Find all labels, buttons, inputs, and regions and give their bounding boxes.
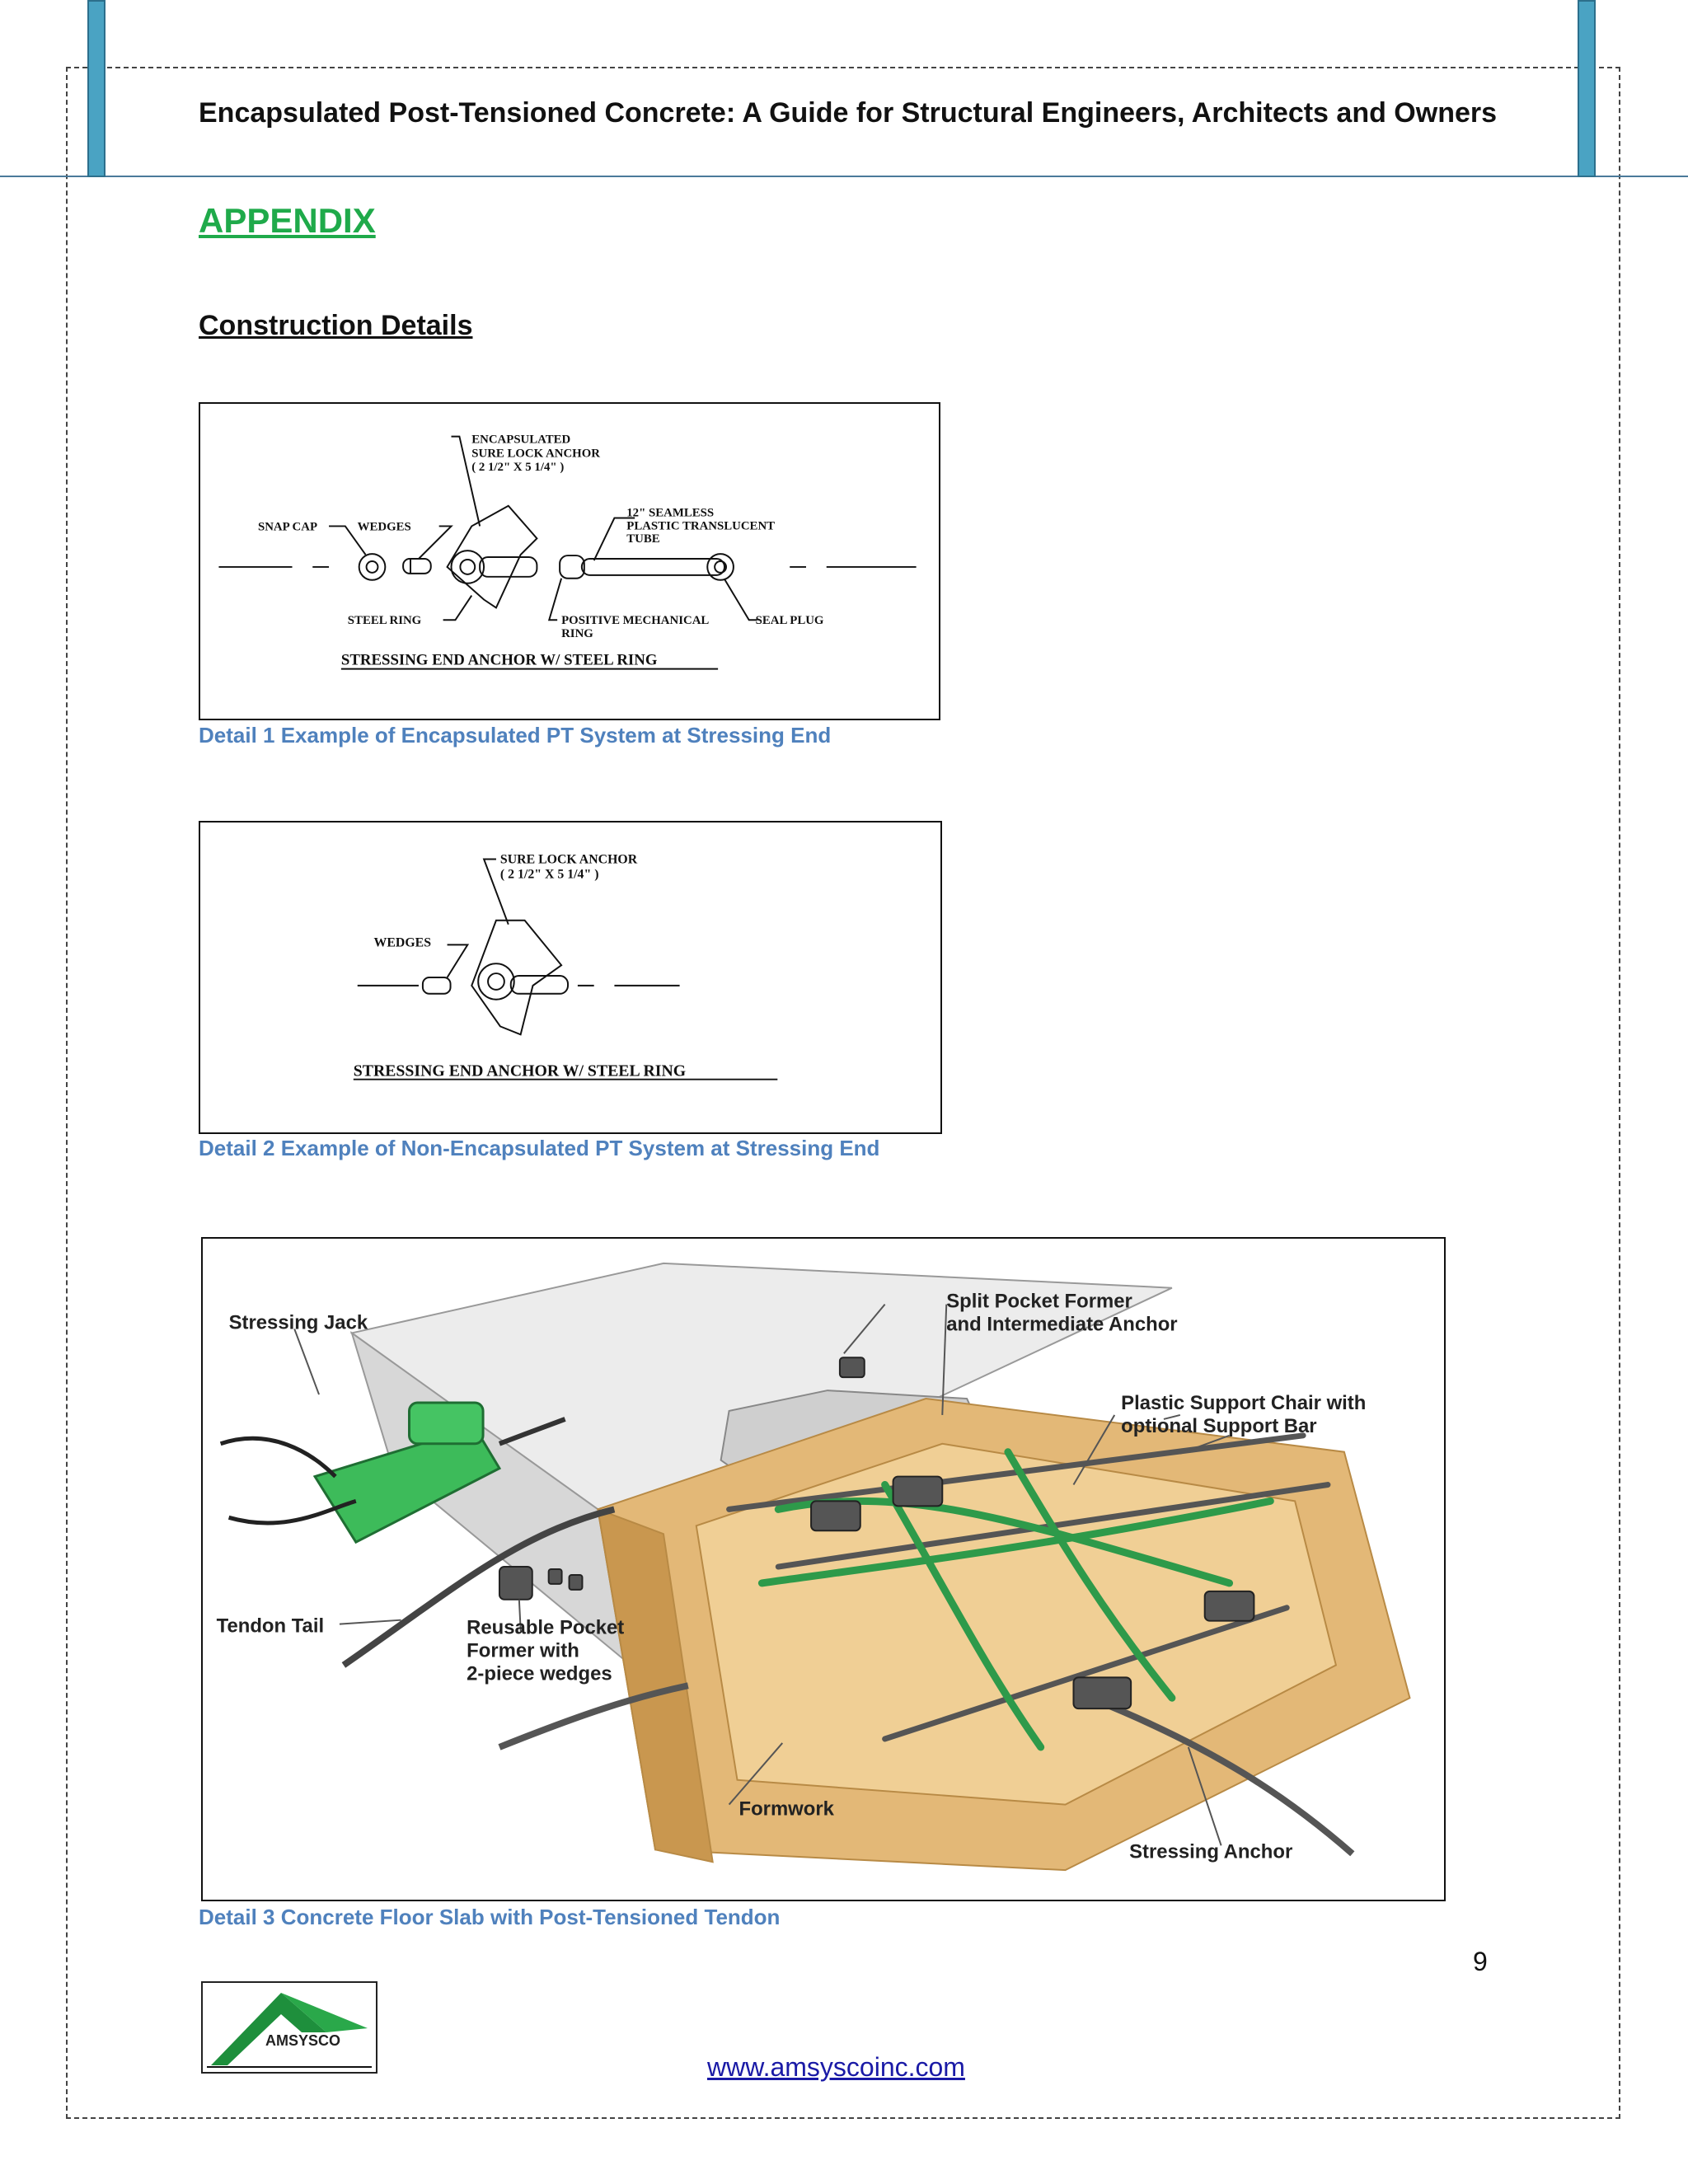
label-former-with: Former with [467,1639,579,1662]
appendix-heading: APPENDIX [199,201,376,240]
label-optional-support-bar: optional Support Bar [1121,1414,1317,1437]
label-plastic-translucent: PLASTIC TRANSLUCENT [626,519,776,533]
label-sure-lock-anchor: SURE LOCK ANCHOR [499,852,638,867]
label-wedges: WEDGES [357,520,411,534]
label-split-pocket-former: Split Pocket Former [946,1290,1132,1313]
label-seal-plug: SEAL PLUG [755,614,824,628]
detail-3-illustration [203,1239,1444,1900]
label-sure-lock-anchor: SURE LOCK ANCHOR [471,447,600,461]
section-heading: Construction Details [199,310,473,341]
label-snap-cap: SNAP CAP [257,520,318,534]
detail-3-figure [201,1237,1446,1901]
detail-2-title: STRESSING END ANCHOR W/ STEEL RING [353,1062,687,1080]
label-anchor-size: ( 2 1/2" X 5 1/4" ) [471,461,565,475]
label-wedges: WEDGES [373,935,432,950]
logo-mark [203,1983,379,2075]
label-tendon-tail: Tendon Tail [216,1615,325,1638]
page-number: 9 [1473,1947,1488,1976]
label-steel-ring: STEEL RING [347,614,422,628]
logo-text: AMSYSCO [265,2032,341,2049]
label-seamless-tube: 12" SEAMLESS [626,506,715,520]
detail-3-caption: Detail 3 Concrete Floor Slab with Post-Tensioned Tendon [199,1905,781,1929]
detail-2-figure [199,821,942,1134]
label-stressing-jack: Stressing Jack [228,1311,368,1334]
label-encapsulated: ENCAPSULATED [471,433,571,447]
detail-2-caption: Detail 2 Example of Non-Encapsulated PT System at Stressing End [199,1136,880,1160]
label-2-piece-wedges: 2-piece wedges [467,1662,612,1685]
label-formwork: Formwork [738,1797,834,1821]
label-plastic-support-chair: Plastic Support Chair with [1121,1391,1367,1414]
label-intermediate-anchor: and Intermediate Anchor [946,1313,1178,1336]
document-title: Encapsulated Post-Tensioned Concrete: A Guide for Structural Engineers, Architects and Owners [199,97,1498,129]
header-tab-right [1578,0,1596,177]
label-reusable-pocket: Reusable Pocket [467,1616,625,1639]
header-rule [0,176,1688,177]
header-tab-left [87,0,106,177]
amsysco-logo [201,1981,377,2074]
detail-1-caption: Detail 1 Example of Encapsulated PT System at Stressing End [199,723,832,748]
label-positive-mechanical: POSITIVE MECHANICAL [561,614,710,628]
detail-2-drawing [200,823,940,1132]
detail-1-drawing [200,404,939,719]
detail-1-title: STRESSING END ANCHOR W/ STEEL RING [340,651,658,669]
label-stressing-anchor: Stressing Anchor [1129,1840,1293,1863]
label-anchor-size: ( 2 1/2" X 5 1/4" ) [499,867,599,882]
label-tube: TUBE [626,532,660,546]
detail-1-figure [199,402,940,720]
website-link[interactable]: www.amsyscoinc.com [707,2052,965,2082]
label-ring: RING [561,627,593,641]
